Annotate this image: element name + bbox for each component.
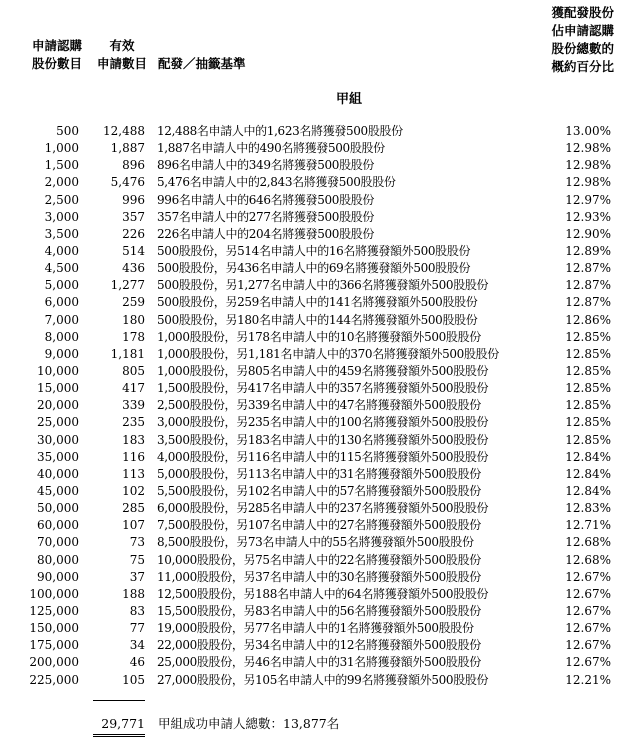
- percentage-cell: 12.86%: [565, 312, 611, 327]
- table-row: [0, 483, 638, 500]
- valid-applications-cell: 339: [122, 398, 145, 413]
- table-row: [0, 517, 638, 534]
- allocation-basis-cell: 1,500股股份，另417名申請人中的357名將獲發額外500股股份: [157, 381, 489, 396]
- valid-applications-cell: 1,277: [110, 278, 145, 293]
- shares-applied-cell: 3,000: [44, 209, 79, 224]
- percentage-cell: 12.85%: [565, 363, 611, 378]
- percentage-cell: 12.84%: [565, 449, 611, 464]
- table-row: [0, 569, 638, 586]
- percentage-cell: 12.67%: [565, 638, 611, 653]
- table-row: [0, 466, 638, 483]
- percentage-cell: 12.85%: [565, 432, 611, 447]
- percentage-cell: 12.85%: [565, 398, 611, 413]
- allocation-basis-cell: 5,500股股份，另102名申請人中的57名將獲發額外500股股份: [157, 483, 481, 498]
- table-row: [0, 672, 638, 689]
- table-row: [0, 363, 638, 380]
- table-row: [0, 209, 638, 226]
- shares-applied-cell: 15,000: [37, 381, 79, 396]
- table-row: [0, 312, 638, 329]
- shares-applied-cell: 20,000: [37, 398, 79, 413]
- valid-applications-cell: 46: [129, 655, 145, 670]
- allocation-basis-cell: 357名申請人中的277名將獲發500股股份: [157, 209, 375, 224]
- valid-applications-cell: 259: [122, 295, 145, 310]
- shares-applied-cell: 125,000: [29, 603, 79, 618]
- allocation-basis-cell: 226名申請人中的204名將獲發500股股份: [157, 226, 375, 241]
- valid-applications-cell: 805: [122, 363, 145, 378]
- shares-applied-cell: 225,000: [29, 672, 79, 687]
- valid-applications-cell: 357: [122, 209, 145, 224]
- shares-applied-cell: 2,000: [44, 175, 79, 190]
- table-row: [0, 192, 638, 209]
- shares-applied-cell: 4,000: [44, 243, 79, 258]
- table-row: [0, 449, 638, 466]
- shares-applied-cell: 80,000: [37, 552, 79, 567]
- valid-applications-cell: 188: [122, 586, 145, 601]
- table-row: [0, 260, 638, 277]
- percentage-cell: 12.67%: [565, 569, 611, 584]
- allocation-basis-cell: 2,500股股份，另339名申請人中的47名將獲發額外500股股份: [157, 398, 481, 413]
- shares-applied-cell: 7,000: [44, 312, 79, 327]
- valid-applications-cell: 75: [129, 552, 145, 567]
- percentage-cell: 12.93%: [565, 209, 611, 224]
- table-row: [0, 226, 638, 243]
- allocation-basis-cell: 500股股份，另514名申請人中的16名將獲發額外500股股份: [157, 243, 471, 258]
- table-row: [0, 620, 638, 637]
- shares-applied-cell: 35,000: [37, 449, 79, 464]
- table-row: [0, 380, 638, 397]
- shares-applied-cell: 90,000: [37, 569, 79, 584]
- shares-applied-cell: 175,000: [29, 638, 79, 653]
- percentage-cell: 12.67%: [565, 621, 611, 636]
- allocation-basis-cell: 896名申請人中的349名將獲發500股股份: [157, 158, 375, 173]
- percentage-cell: 12.97%: [565, 192, 611, 207]
- percentage-cell: 12.87%: [565, 295, 611, 310]
- valid-applications-cell: 83: [129, 603, 145, 618]
- table-row: [0, 603, 638, 620]
- table-row: [0, 432, 638, 449]
- percentage-cell: 12.85%: [565, 329, 611, 344]
- allocation-table: [0, 123, 638, 689]
- valid-applications-cell: 107: [122, 518, 145, 533]
- shares-applied-cell: 2,500: [44, 192, 79, 207]
- table-row: [0, 500, 638, 517]
- valid-applications-cell: 436: [122, 261, 145, 276]
- valid-applications-cell: 514: [122, 243, 145, 258]
- valid-applications-cell: 183: [122, 432, 145, 447]
- percentage-cell: 12.67%: [565, 603, 611, 618]
- header-shares-applied: [31, 37, 83, 73]
- table-row: [0, 414, 638, 431]
- percentage-cell: 12.67%: [565, 655, 611, 670]
- valid-applications-cell: 113: [122, 466, 145, 481]
- table-row: [0, 277, 638, 294]
- shares-applied-cell: 4,500: [44, 261, 79, 276]
- header-pct-line3: 股份總數的: [551, 41, 614, 56]
- shares-applied-cell: 3,500: [44, 226, 79, 241]
- allocation-basis-cell: 3,500股股份，另183名申請人中的130名將獲發額外500股股份: [157, 432, 489, 447]
- valid-applications-cell: 417: [122, 381, 145, 396]
- allocation-basis-cell: 1,000股股份，另805名申請人中的459名將獲發額外500股股份: [157, 363, 489, 378]
- valid-applications-cell: 37: [129, 569, 145, 584]
- table-row: [0, 534, 638, 551]
- percentage-cell: 12.87%: [565, 261, 611, 276]
- percentage-cell: 12.90%: [565, 226, 611, 241]
- valid-applications-cell: 116: [122, 449, 145, 464]
- shares-applied-cell: 70,000: [37, 535, 79, 550]
- header-shares-line1: 申請認購: [31, 38, 82, 53]
- shares-applied-cell: 1,000: [44, 141, 79, 156]
- valid-applications-cell: 180: [122, 312, 145, 327]
- total-successful-applicants: 甲組成功申請人總數：13,877名: [158, 716, 340, 731]
- shares-applied-cell: 50,000: [37, 501, 79, 516]
- allocation-basis-cell: 5,476名申請人中的2,843名將獲發500股股份: [157, 175, 396, 190]
- allocation-basis-cell: 5,000股股份，另113名申請人中的31名將獲發額外500股股份: [157, 466, 481, 481]
- shares-applied-cell: 5,000: [44, 278, 79, 293]
- percentage-cell: 12.21%: [565, 672, 611, 687]
- allocation-basis-cell: 12,500股股份，另188名申請人中的64名將獲發額外500股股份: [157, 586, 489, 601]
- header-approx-percentage: [540, 4, 614, 76]
- valid-applications-cell: 73: [129, 535, 145, 550]
- percentage-cell: 12.98%: [565, 175, 611, 190]
- allocation-basis-cell: 500股股份，另180名申請人中的144名將獲發額外500股股份: [157, 312, 478, 327]
- allocation-basis-cell: 1,000股股份，另178名申請人中的10名將獲發額外500股股份: [157, 329, 481, 344]
- allocation-basis-cell: 19,000股股份，另77名申請人中的1名將獲發額外500股股份: [157, 621, 474, 636]
- percentage-cell: 12.71%: [565, 518, 611, 533]
- group-title: 甲組: [335, 92, 362, 107]
- percentage-cell: 12.85%: [565, 415, 611, 430]
- percentage-cell: 12.84%: [565, 483, 611, 498]
- shares-applied-cell: 500: [56, 124, 79, 138]
- percentage-cell: 12.68%: [565, 535, 611, 550]
- allocation-basis-cell: 996名申請人中的646名將獲發500股股份: [157, 192, 375, 207]
- table-row: [0, 243, 638, 260]
- valid-applications-cell: 102: [122, 483, 145, 498]
- shares-applied-cell: 30,000: [37, 432, 79, 447]
- allocation-basis-cell: 22,000股股份，另34名申請人中的12名將獲發額外500股股份: [157, 638, 481, 653]
- table-row: [0, 157, 638, 174]
- total-valid-applications: 29,771: [101, 716, 145, 731]
- table-row: [0, 140, 638, 157]
- valid-applications-cell: 226: [122, 226, 145, 241]
- allocation-basis-cell: 500股股份，另259名申請人中的141名將獲發額外500股股份: [157, 295, 478, 310]
- table-row: [0, 174, 638, 191]
- shares-applied-cell: 45,000: [37, 483, 79, 498]
- header-pct-line2: 佔申請認購: [551, 23, 614, 38]
- table-row: [0, 346, 638, 363]
- allocation-basis-cell: 10,000股股份，另75名申請人中的22名將獲發額外500股股份: [157, 552, 481, 567]
- allocation-basis-cell: 27,000股股份，另105名申請人中的99名將獲發額外500股股份: [157, 672, 489, 687]
- allocation-basis-cell: 7,500股股份，另107名申請人中的27名將獲發額外500股股份: [157, 518, 481, 533]
- valid-applications-cell: 5,476: [110, 175, 145, 190]
- header-pct-line1: 獲配發股份: [551, 5, 614, 20]
- table-row: [0, 586, 638, 603]
- allocation-basis-cell: 11,000股股份，另37名申請人中的30名將獲發額外500股股份: [157, 569, 481, 584]
- allocation-basis-cell: 15,500股股份，另83名申請人中的56名將獲發額外500股股份: [157, 603, 481, 618]
- valid-applications-cell: 285: [122, 501, 145, 516]
- table-row: [0, 329, 638, 346]
- allocation-basis-cell: 4,000股股份，另116名申請人中的115名將獲發額外500股股份: [157, 449, 489, 464]
- valid-applications-cell: 1,181: [110, 346, 145, 361]
- header-pct-line4: 概約百分比: [551, 59, 614, 74]
- allocation-basis-cell: 12,488名申請人中的1,623名將獲發500股股份: [157, 124, 403, 138]
- percentage-cell: 12.85%: [565, 346, 611, 361]
- allocation-basis-cell: 500股股份，另1,277名申請人中的366名將獲發額外500股股份: [157, 278, 489, 293]
- valid-applications-cell: 1,887: [110, 141, 145, 156]
- shares-applied-cell: 150,000: [29, 621, 79, 636]
- shares-applied-cell: 60,000: [37, 518, 79, 533]
- allocation-basis-cell: 25,000股股份，另46名申請人中的31名將獲發額外500股股份: [157, 655, 481, 670]
- valid-applications-cell: 996: [122, 192, 145, 207]
- shares-applied-cell: 200,000: [29, 655, 79, 670]
- header-shares-line2: 股份數目: [31, 56, 82, 71]
- table-row: [0, 637, 638, 654]
- valid-applications-cell: 896: [122, 158, 145, 173]
- percentage-cell: 12.83%: [565, 501, 611, 516]
- percentage-cell: 12.89%: [565, 243, 611, 258]
- percentage-cell: 12.68%: [565, 552, 611, 567]
- valid-applications-cell: 34: [129, 638, 145, 653]
- table-row: [0, 654, 638, 671]
- valid-applications-cell: 178: [122, 329, 145, 344]
- percentage-cell: 12.85%: [565, 381, 611, 396]
- percentage-cell: 12.67%: [565, 586, 611, 601]
- header-valid-line2: 申請數目: [96, 56, 147, 71]
- total-rule-top: [93, 700, 145, 701]
- shares-applied-cell: 9,000: [44, 346, 79, 361]
- header-valid-applications: [96, 37, 148, 73]
- shares-applied-cell: 25,000: [37, 415, 79, 430]
- allocation-basis-cell: 1,000股股份，另1,181名申請人中的370名將獲發額外500股股份: [157, 346, 499, 361]
- percentage-cell: 12.84%: [565, 466, 611, 481]
- shares-applied-cell: 6,000: [44, 295, 79, 310]
- allocation-basis-cell: 1,887名申請人中的490名將獲發500股股份: [157, 141, 385, 156]
- shares-applied-cell: 8,000: [44, 329, 79, 344]
- valid-applications-cell: 77: [129, 621, 145, 636]
- percentage-cell: 12.87%: [565, 278, 611, 293]
- valid-applications-cell: 105: [122, 672, 145, 687]
- percentage-cell: 13.00%: [565, 124, 611, 138]
- header-valid-line1: 有效: [109, 38, 135, 53]
- shares-applied-cell: 1,500: [44, 158, 79, 173]
- valid-applications-cell: 12,488: [103, 124, 145, 138]
- shares-applied-cell: 100,000: [29, 586, 79, 601]
- percentage-cell: 12.98%: [565, 141, 611, 156]
- allocation-basis-cell: 3,000股股份，另235名申請人中的100名將獲發額外500股股份: [157, 415, 489, 430]
- allocation-basis-cell: 6,000股股份，另285名申請人中的237名將獲發額外500股股份: [157, 501, 489, 516]
- percentage-cell: 12.98%: [565, 158, 611, 173]
- shares-applied-cell: 10,000: [37, 363, 79, 378]
- allocation-basis-cell: 500股股份，另436名申請人中的69名將獲發額外500股股份: [157, 261, 471, 276]
- valid-applications-cell: 235: [122, 415, 145, 430]
- table-row: [0, 123, 638, 140]
- table-row: [0, 397, 638, 414]
- header-allocation-basis: 配發／抽籤基準: [158, 56, 246, 71]
- allocation-basis-cell: 8,500股股份，另73名申請人中的55名將獲發額外500股股份: [157, 535, 474, 550]
- shares-applied-cell: 40,000: [37, 466, 79, 481]
- table-row: [0, 552, 638, 569]
- table-row: [0, 294, 638, 311]
